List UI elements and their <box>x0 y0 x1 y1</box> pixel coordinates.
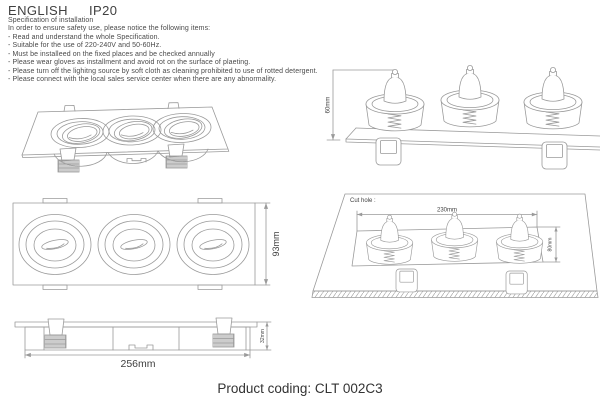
spotlight-ring <box>103 115 162 146</box>
lamp-assembly <box>366 69 424 130</box>
lamp-assembly <box>431 212 477 261</box>
product-coding <box>0 381 600 396</box>
mounting-bracket <box>506 271 527 294</box>
lamp-assembly <box>441 65 499 126</box>
drawing-cut-hole-view <box>300 189 600 313</box>
spec-title: Specification of installation <box>8 17 94 24</box>
mounting-bracket <box>396 269 417 292</box>
lamp-assembly <box>496 214 542 263</box>
drawing-rear-perspective <box>318 52 600 192</box>
side-depth-dim-label: 32mm <box>260 329 266 343</box>
cut-hole-height-dim-label: 80mm <box>547 237 554 252</box>
spec-item: - Please connect with the local sales service center when there are any abnormality. <box>8 76 277 84</box>
cut-hole-label: Cut hole : <box>350 198 376 204</box>
rear-height-dim-label: 60mm <box>325 96 332 114</box>
spotlight-ring <box>153 112 212 143</box>
spotlight-ring <box>50 117 109 149</box>
spec-item: - Please wear gloves as installment and avoid rot on the surface of plaeting. <box>8 59 251 67</box>
spotlight-plan <box>98 215 170 275</box>
spotlight-plan <box>177 215 249 275</box>
plan-height-dim-label: 93mm <box>271 231 281 257</box>
cut-hole-width-dim-label: 230mm <box>436 207 458 214</box>
spec-intro: In order to ensure safety use, please notice the following items: <box>8 25 211 33</box>
drawing-fixture-perspective <box>8 97 263 197</box>
lamp-assembly <box>524 67 582 128</box>
ip-rating-label: IP20 <box>89 3 118 18</box>
spec-item: - Must be installeed on the fixed places and be checked annually <box>8 50 215 58</box>
product-coding-label: Product coding: <box>217 381 312 396</box>
spec-item: - Read and understand the whole Specification. <box>8 33 160 41</box>
drawing-side-view <box>8 315 293 373</box>
side-length-dim-label: 256mm <box>120 358 156 370</box>
product-code: CLT 002C3 <box>314 381 383 396</box>
spotlight-plan <box>19 215 91 275</box>
spec-item: - Suitable for the use of 220-240V and 50-60Hz. <box>8 42 162 50</box>
mounting-bracket <box>542 142 567 169</box>
drawing-plan-view <box>8 196 293 300</box>
lamp-assembly <box>366 215 412 264</box>
language-label: ENGLISH <box>8 3 68 18</box>
mounting-bracket <box>376 138 401 165</box>
spec-item: - Please turn off the lighitng source by soft cloth as cleaning prohibited to use of rotted detergent. <box>8 67 318 75</box>
